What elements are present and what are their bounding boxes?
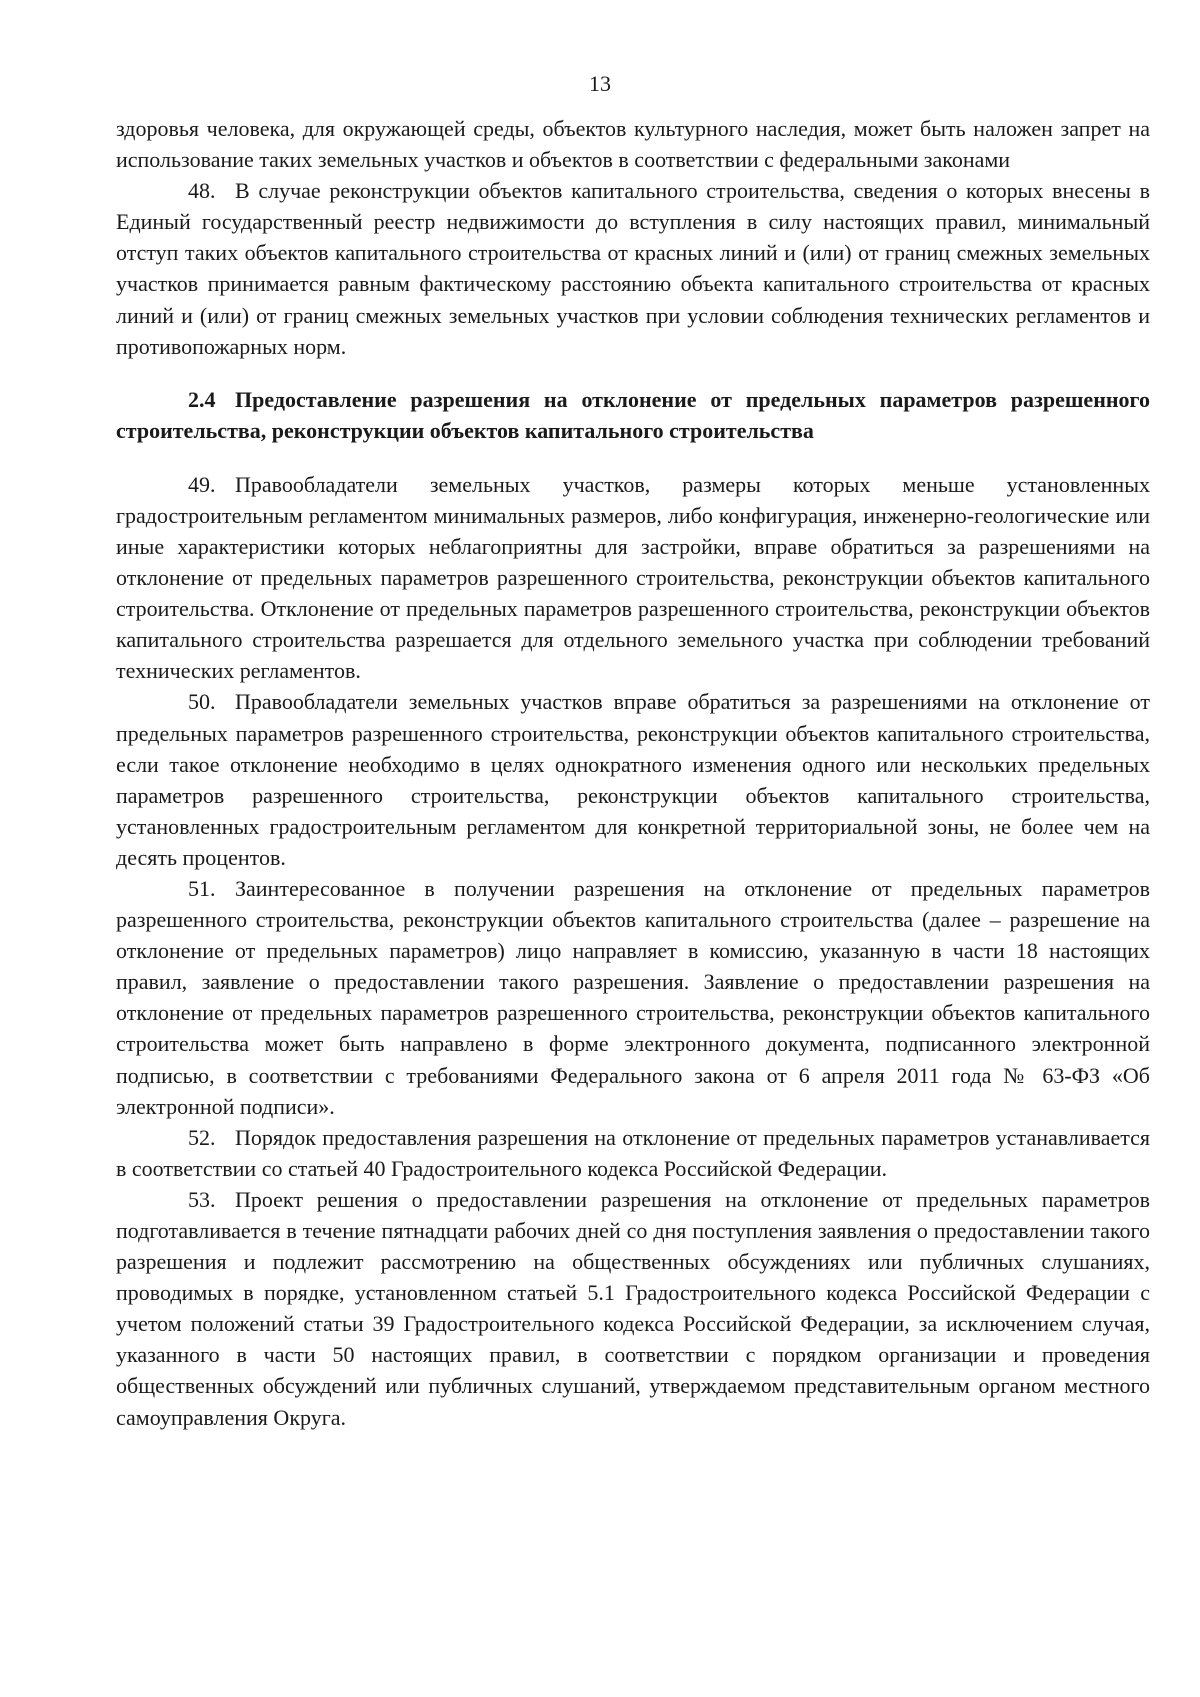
section-number: 2.4 xyxy=(188,386,216,412)
section-heading xyxy=(116,384,1150,446)
paragraph-intro: здоровья человека, для окружающей среды, объектов культурного наследия, может быть наложен запрет на использование таких земельных участков и объектов в соответствии с федеральными законами xyxy=(116,116,1150,173)
paragraph-text: Правообладатели земельных участков вправе обратиться за разрешениями на отклонение от предельных параметров разрешенного строительства, реконструкции объектов капитального строительства, если такое отклонение необходимо в целях однократного изменения одного или нескольких предельных параметров разрешенного строительства, реконструкции объектов капитального строительства, установленных градостроительным регламентом для конкретной территориальной зоны, не более чем на десять процентов. xyxy=(116,689,1150,870)
paragraph-number: 53. xyxy=(188,1186,216,1212)
paragraph-text: Заинтересованное в получении разрешения на отклонение от предельных параметров разрешенного строительства, реконструкции объектов капитального строительства (далее – разрешение на отклонение от предельных параметров) лицо направляет в комиссию, указанную в части 18 настоящих правил, заявление о предоставлении такого разрешения. Заявление о предоставлении разрешения на отклонение от предельных параметров разрешенного строительства, реконструкции объектов капитального строительства может быть направлено в форме электронного документа, подписанного электронной подписью, в соответствии с требованиями Федерального закона от 6 апреля 2011 года № 63-ФЗ «Об электронной подписи». xyxy=(116,875,1150,1119)
paragraph-number: 51. xyxy=(188,875,216,901)
document-body xyxy=(116,113,1150,1433)
paragraph-48 xyxy=(116,175,1150,362)
paragraph-text: Проект решения о предоставлении разрешения на отклонение от предельных параметров подготавливается в течение пятнадцати рабочих дней со дня поступления заявления о предоставлении такого разрешения и подлежит рассмотрению на общественных обсуждениях или публичных слушаниях, проводимых в порядке, установленном статьей 5.1 Градостроительного кодекса Российской Федерации с учетом положений статьи 39 Градостроительного кодекса Российской Федерации, за исключением случая, указанного в части 50 настоящих правил, в соответствии с порядком организации и проведения общественных обсуждений или публичных слушаний, утверждаемом представительным органом местного самоуправления Округа. xyxy=(116,1186,1150,1430)
paragraph-number: 52. xyxy=(188,1124,216,1150)
paragraph-52 xyxy=(116,1122,1150,1184)
section-title: Предоставление разрешения на отклонение от предельных параметров разрешенного строительства, реконструкции объектов капитального строительства xyxy=(116,386,1150,443)
page-number: 13 xyxy=(589,71,611,96)
paragraph-53 xyxy=(116,1184,1150,1433)
paragraph-50 xyxy=(116,686,1150,873)
paragraph-number: 50. xyxy=(188,689,216,715)
paragraph-number: 48. xyxy=(188,178,216,204)
paragraph-text: Порядок предоставления разрешения на отклонение от предельных параметров устанавливается в соответствии со статьей 40 Градостроительного кодекса Российской Федерации. xyxy=(116,1124,1150,1181)
paragraph-text: Правообладатели земельных участков, размеры которых меньше установленных градостроительным регламентом минимальных размеров, либо конфигурация, инженерно-геологические или иные характеристики которых неблагоприятны для застройки, вправе обратиться за разрешениями на отклонение от предельных параметров разрешенного строительства, реконструкции объектов капитального строительства. Отклонение от предельных параметров разрешенного строительства, реконструкции объектов капитального строительства разрешается для отдельного земельного участка при соблюдении требований технических регламентов. xyxy=(116,471,1150,684)
paragraph-51 xyxy=(116,873,1150,1122)
paragraph-text: В случае реконструкции объектов капитального строительства, сведения о которых внесены в Единый государственный реестр недвижимости до вступления в силу настоящих правил, минимальный отступ таких объектов капитального строительства от красных линий и (или) от границ смежных земельных участков принимается равным фактическому расстоянию объекта капитального строительства от красных линий и (или) от границ смежных земельных участков при условии соблюдения технических регламентов и противопожарных норм. xyxy=(116,178,1150,359)
paragraph-49 xyxy=(116,469,1150,687)
paragraph-number: 49. xyxy=(188,471,216,497)
